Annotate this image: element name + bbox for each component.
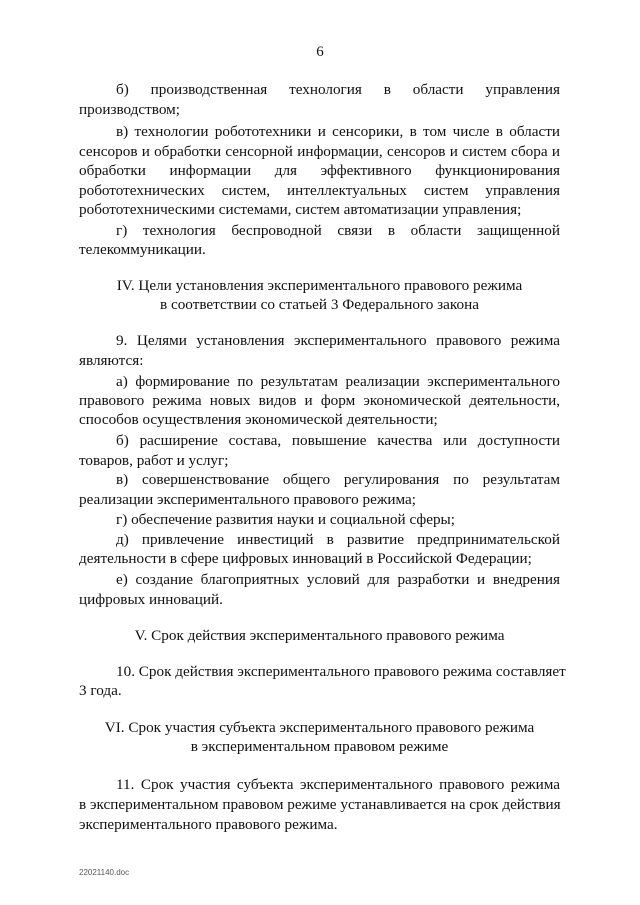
text-line: 3 года. [79,682,122,699]
section-heading-v: V. Срок действия экспериментального правового режима [134,627,505,644]
file-name-footer: 22021140.doc [79,868,130,877]
text-line: являются: [79,352,144,369]
text-line: е) создание благоприятных условий для разработки и внедрения [116,571,560,588]
text-line: способов осуществления экономической деятельности; [79,411,438,428]
text-line: телекоммуникации. [79,241,206,258]
section-heading-vi: VI. Срок участия субъекта экспериментального правового режима [104,719,535,736]
text-line: робототехнических систем, интеллектуальных систем управления [79,182,560,199]
text-line: реализации экспериментального правового режима; [79,491,416,508]
text-line: обработки информации для эффективного функционирования [79,162,560,179]
text-line: производством; [79,101,180,118]
text-line: г) обеспечение развития науки и социальной сферы; [116,511,455,528]
text-line: экспериментального правового режима. [79,816,338,833]
section-heading-iv-sub: в соответствии со статьей 3 Федерального закона [160,296,479,313]
text-line: правового режима новых видов и форм экономической деятельности, [79,392,560,409]
text-line: в) совершенствование общего регулирования по результатам [116,471,560,488]
text-line: г) технология беспроводной связи в области защищенной [116,222,560,239]
text-line: б) производственная технология в области управления [116,81,560,98]
page-number: 6 [316,44,324,60]
text-line: б) расширение состава, повышение качества или доступности [116,432,560,449]
text-line: в экспериментальном правовом режиме устанавливается на срок действия [79,796,561,813]
text-line: в) технологии робототехники и сенсорики, в том числе в области [116,123,560,140]
text-line: товаров, работ и услуг; [79,452,229,469]
text-line: 11. Срок участия субъекта экспериментального правового режима [116,776,560,793]
text-line: 10. Срок действия экспериментального правового режима составляет [116,663,566,680]
text-line: 9. Целями установления экспериментального правового режима [116,332,560,349]
section-heading-vi-sub: в экспериментальном правовом режиме [190,738,449,755]
text-line: д) привлечение инвестиций в развитие предпринимательской [116,531,560,548]
text-line: а) формирование по результатам реализации экспериментального [116,373,560,390]
text-line: цифровых инноваций. [79,591,223,608]
section-heading-iv: IV. Цели установления экспериментального правового режима [116,277,523,294]
text-line: робототехническими системами, систем автоматизации управления; [79,201,522,218]
text-line: сенсоров и обработки сенсорной информации, сенсоров и систем сбора и [79,143,560,160]
text-line: деятельности в сфере цифровых инноваций в Российской Федерации; [79,550,532,567]
